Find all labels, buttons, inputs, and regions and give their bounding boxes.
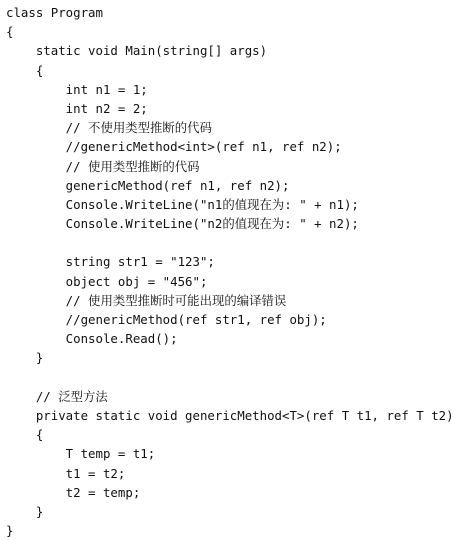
code-blank-line [6,233,468,252]
code-comment-line: // 使用类型推断的代码 [6,158,200,174]
code-line: object obj = "456"; [6,273,208,289]
code-line: static void Main(string[] args) [6,43,268,59]
code-comment-line: //genericMethod<int>(ref n1, ref n2); [6,139,342,155]
code-line: int n1 = 1; [6,81,148,97]
code-line: Console.WriteLine("n1的值现在为: " + n1); [6,196,359,212]
code-comment-line: //genericMethod(ref str1, ref obj); [6,312,327,327]
code-line: class Program [6,5,103,20]
code-line: { [6,427,44,443]
code-line: int n2 = 2; [6,100,148,116]
code-line: t2 = temp; [6,484,141,500]
code-line: { [6,62,44,78]
code-line: t1 = t2; [6,465,126,481]
code-line: genericMethod(ref n1, ref n2); [6,177,290,193]
code-line: } [6,523,14,539]
code-line: { [6,24,14,40]
code-line: Console.Read(); [6,331,178,347]
code-line: Console.WriteLine("n2的值现在为: " + n2); [6,216,359,232]
code-line: T temp = t1; [6,446,156,462]
code-line: string str1 = "123"; [6,254,215,270]
code-blank-line [6,368,468,387]
code-line: } [6,350,44,366]
code-comment-line: // 不使用类型推断的代码 [6,120,212,136]
code-comment-line: // 泛型方法 [6,388,108,404]
code-line: private static void genericMethod<T>(ref T t1, ref T t2) [6,407,454,423]
code-comment-line: // 使用类型推断时可能出现的编译错误 [6,292,287,308]
code-line: } [6,503,44,519]
